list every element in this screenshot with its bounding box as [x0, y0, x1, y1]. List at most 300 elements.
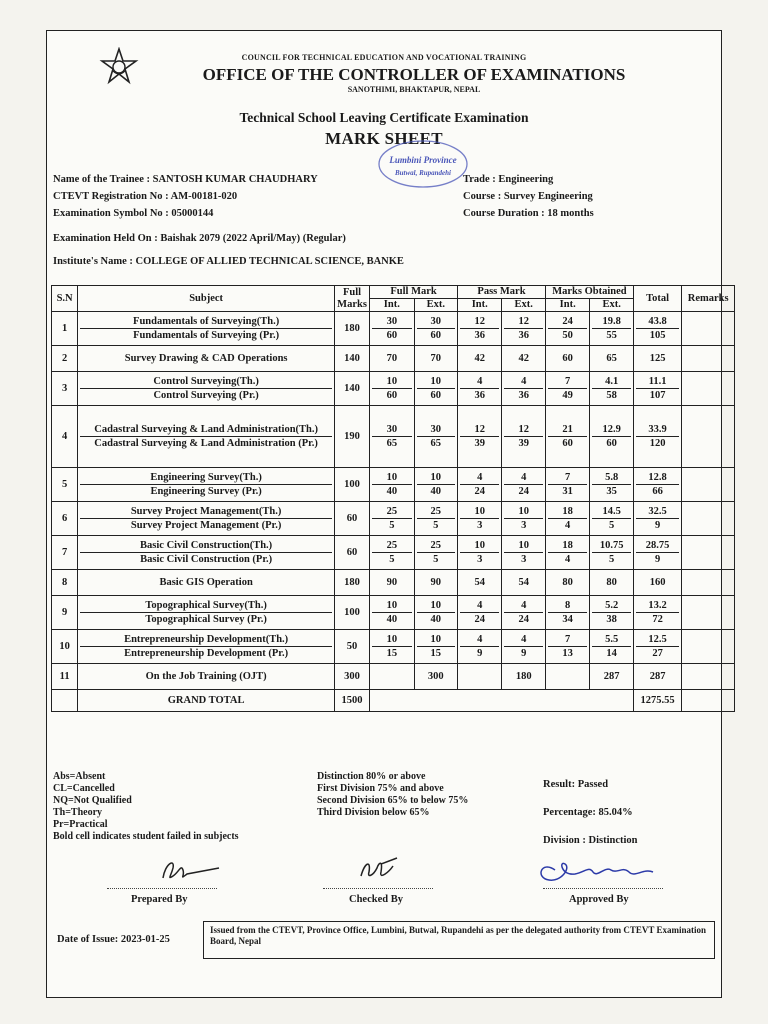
mark-value: 120 — [649, 438, 666, 449]
mark-value: 60 — [386, 390, 398, 401]
ojt-pm-int — [458, 664, 502, 690]
subject-name: Basic Civil Construction (Pr.) — [140, 554, 273, 565]
mark-value: 36 — [518, 330, 529, 341]
mark-value: 25 — [372, 505, 411, 519]
header-ob-ext: Ext. — [590, 299, 633, 312]
subject-name: Survey Drawing & CAD Operations — [124, 353, 288, 364]
issued-note: Issued from the CTEVT, Province Office, Lumbini, Butwal, Rupandehi as per the delegated authority from CTEVT Examination Board, Nepal — [203, 921, 715, 959]
mark-value: 12.9 — [592, 423, 630, 437]
mark-value: 10 — [372, 375, 411, 389]
mark-value: 5 — [609, 554, 615, 565]
row-full-marks: 180 — [334, 570, 369, 596]
cell-fm-ext — [414, 570, 457, 596]
mark-value: 5.2 — [592, 599, 630, 613]
row-sn: 3 — [52, 372, 78, 406]
ojt-ob-int — [545, 664, 589, 690]
mark-value: 66 — [652, 486, 663, 497]
mark-value: 5 — [609, 520, 615, 531]
cell-pm-ext — [502, 468, 545, 502]
sheet-header — [47, 31, 721, 181]
cell-fm-ext — [414, 372, 457, 406]
cell-ob-int — [545, 372, 589, 406]
header-subject: Subject — [78, 286, 335, 312]
row-subject — [78, 536, 335, 570]
mark-value: 4 — [504, 633, 542, 647]
council-name: COUNCIL FOR TECHNICAL EDUCATION AND VOCATIONAL TRAINING — [241, 53, 527, 62]
mark-value: 40 — [386, 614, 398, 625]
mark-value: 125 — [649, 353, 666, 364]
row-remarks — [682, 346, 735, 372]
stamp-line-2: Butwal, Rupandehi — [394, 169, 452, 177]
mark-value: 30 — [417, 423, 455, 437]
mark-value: 10 — [460, 539, 499, 553]
cell-ob-ext — [590, 346, 633, 372]
cell-pm-ext — [502, 372, 545, 406]
mark-value: 38 — [606, 614, 617, 625]
table-row — [52, 596, 735, 630]
cell-total — [633, 468, 682, 502]
subject-name: On the Job Training (OJT) — [145, 671, 267, 682]
cell-fm-int — [370, 312, 414, 346]
cell-pm-ext — [502, 346, 545, 372]
header-pass-mark: Pass Mark — [458, 286, 546, 299]
header-fm-int: Int. — [370, 299, 414, 312]
mark-value: 7 — [548, 471, 587, 485]
header-fm-ext: Ext. — [414, 299, 457, 312]
mark-value: 40 — [430, 614, 442, 625]
mark-value: 18 — [548, 505, 587, 519]
row-remarks — [682, 630, 735, 664]
mark-value: 4 — [460, 599, 499, 613]
mark-value: 24 — [518, 486, 529, 497]
subject-name: Cadastral Surveying & Land Administration(Th.) — [80, 423, 332, 437]
mark-value: 30 — [372, 315, 411, 329]
mark-value: 40 — [386, 486, 398, 497]
cell-pm-int — [458, 372, 502, 406]
cell-pm-ext — [502, 312, 545, 346]
table-row — [52, 468, 735, 502]
row-full-marks: 60 — [334, 536, 369, 570]
cell-fm-ext — [414, 630, 457, 664]
mark-value: 9 — [654, 520, 661, 531]
cell-total — [633, 346, 682, 372]
cell-pm-int — [458, 346, 502, 372]
mark-value: 15 — [386, 648, 398, 659]
mark-value: 60 — [562, 353, 573, 364]
grand-total-full: 1500 — [334, 690, 369, 712]
cell-total — [633, 596, 682, 630]
trade: Trade : Engineering — [463, 174, 554, 185]
row-sn: 11 — [52, 664, 78, 690]
cell-pm-ext — [502, 630, 545, 664]
mark-value: 13.2 — [636, 599, 680, 613]
cell-ob-ext — [590, 630, 633, 664]
mark-value: 40 — [430, 486, 442, 497]
ojt-total: 287 — [633, 664, 682, 690]
cell-ob-int — [545, 570, 589, 596]
mark-value: 49 — [562, 390, 573, 401]
result-status: Result: Passed — [543, 779, 609, 790]
mark-value: 10 — [504, 539, 542, 553]
mark-value: 3 — [477, 554, 483, 565]
mark-value: 70 — [430, 353, 442, 364]
mark-value: 90 — [430, 577, 442, 588]
mark-value: 12.8 — [636, 471, 680, 485]
cell-pm-int — [458, 536, 502, 570]
row-remarks — [682, 372, 735, 406]
mark-value: 80 — [606, 577, 617, 588]
mark-value: 24 — [518, 614, 529, 625]
mark-value: 5.5 — [592, 633, 630, 647]
row-sn: 4 — [52, 406, 78, 468]
mark-value: 10 — [417, 599, 455, 613]
mark-value: 42 — [518, 353, 529, 364]
mark-value: 65 — [430, 438, 442, 449]
prepared-by-label: Prepared By — [131, 894, 188, 905]
mark-value: 36 — [518, 390, 529, 401]
cell-ob-ext — [590, 596, 633, 630]
row-sn: 1 — [52, 312, 78, 346]
mark-value: 24 — [548, 315, 587, 329]
legend-item: Th=Theory — [53, 807, 103, 818]
mark-value: 12.5 — [636, 633, 680, 647]
mark-value: 60 — [430, 390, 442, 401]
mark-value: 8 — [548, 599, 587, 613]
row-subject — [78, 406, 335, 468]
cell-pm-ext — [502, 536, 545, 570]
row-subject — [78, 596, 335, 630]
mark-value: 18 — [548, 539, 587, 553]
cell-fm-ext — [414, 406, 457, 468]
mark-value: 10 — [504, 505, 542, 519]
subject-name: Topographical Survey (Pr.) — [145, 614, 267, 625]
cell-total — [633, 312, 682, 346]
mark-value: 5.8 — [592, 471, 630, 485]
exam-info — [53, 230, 404, 270]
mark-value: 7 — [548, 633, 587, 647]
subject-name: Basic Civil Construction(Th.) — [80, 539, 332, 553]
cell-fm-ext — [414, 468, 457, 502]
row-remarks — [682, 502, 735, 536]
cell-pm-ext — [502, 502, 545, 536]
mark-value: 25 — [417, 505, 455, 519]
abbreviation-legend — [53, 771, 239, 843]
checked-by-label: Checked By — [349, 894, 403, 905]
cell-fm-int — [370, 346, 414, 372]
table-row — [52, 502, 735, 536]
cell-ob-int — [545, 312, 589, 346]
subject-name: Basic GIS Operation — [159, 577, 253, 588]
mark-value: 7 — [548, 375, 587, 389]
cell-total — [633, 630, 682, 664]
cell-fm-int — [370, 596, 414, 630]
row-full-marks: 140 — [334, 372, 369, 406]
row-subject — [78, 346, 335, 372]
legend-item: Bold cell indicates student failed in subjects — [53, 831, 239, 842]
mark-value: 5 — [433, 554, 439, 565]
approved-by-label: Approved By — [569, 894, 629, 905]
course: Course : Survey Engineering — [463, 191, 593, 202]
header-pm-int: Int. — [458, 299, 502, 312]
subject-name: Survey Project Management(Th.) — [80, 505, 332, 519]
header-marks-obtained: Marks Obtained — [545, 286, 633, 299]
header-full-mark: Full Mark — [370, 286, 458, 299]
division-item: Distinction 80% or above — [317, 771, 426, 782]
mark-value: 4 — [565, 520, 571, 531]
legend-item: Abs=Absent — [53, 771, 106, 782]
mark-value: 43.8 — [636, 315, 680, 329]
mark-value: 19.8 — [592, 315, 630, 329]
cell-ob-int — [545, 536, 589, 570]
mark-value: 39 — [474, 438, 485, 449]
mark-value: 14 — [606, 648, 617, 659]
approved-line — [543, 888, 663, 890]
cell-fm-ext — [414, 346, 457, 372]
mark-value: 9 — [477, 648, 483, 659]
issue-date: Date of Issue: 2023-01-25 — [57, 934, 170, 945]
trainee-name: Name of the Trainee : SANTOSH KUMAR CHAUDHARY — [53, 174, 318, 185]
grand-total-blank — [370, 690, 634, 712]
prepared-line — [107, 888, 217, 890]
table-row — [52, 372, 735, 406]
mark-value: 24 — [474, 614, 485, 625]
table-row — [52, 630, 735, 664]
symbol-no: Examination Symbol No : 05000144 — [53, 208, 214, 219]
row-remarks — [682, 664, 735, 690]
header-pm-ext: Ext. — [502, 299, 545, 312]
cell-fm-int — [370, 536, 414, 570]
mark-value: 10 — [417, 633, 455, 647]
exam-held: Examination Held On : Baishak 2079 (2022 April/May) (Regular) — [53, 233, 346, 244]
legend-item: Pr=Practical — [53, 819, 108, 830]
mark-value: 4 — [504, 471, 542, 485]
cell-fm-ext — [414, 536, 457, 570]
header-sn: S.N — [52, 286, 78, 312]
cell-pm-int — [458, 570, 502, 596]
mark-value: 58 — [606, 390, 617, 401]
mark-value: 105 — [649, 330, 666, 341]
cell-ob-ext — [590, 570, 633, 596]
row-subject — [78, 372, 335, 406]
mark-value: 10 — [372, 599, 411, 613]
mark-value: 80 — [562, 577, 573, 588]
division-item: Second Division 65% to below 75% — [317, 795, 469, 806]
mark-value: 107 — [649, 390, 666, 401]
table-row — [52, 312, 735, 346]
office-address: SANOTHIMI, BHAKTAPUR, NEPAL — [347, 85, 481, 94]
cell-total — [633, 372, 682, 406]
mark-value: 4 — [504, 599, 542, 613]
row-subject — [78, 630, 335, 664]
mark-value: 60 — [562, 438, 573, 449]
row-sn: 7 — [52, 536, 78, 570]
row-sn: 8 — [52, 570, 78, 596]
division-item: First Division 75% and above — [317, 783, 444, 794]
mark-value: 10 — [417, 471, 455, 485]
cell-total — [633, 406, 682, 468]
cell-ob-int — [545, 596, 589, 630]
cell-fm-int — [370, 406, 414, 468]
legend-item: CL=Cancelled — [53, 783, 115, 794]
cell-fm-int — [370, 502, 414, 536]
row-sn: 2 — [52, 346, 78, 372]
row-full-marks: 140 — [334, 346, 369, 372]
result-division: Division : Distinction — [543, 835, 638, 846]
division-legend — [317, 771, 468, 819]
cell-fm-ext — [414, 502, 457, 536]
mark-value: 4 — [460, 471, 499, 485]
legend-item: NQ=Not Qualified — [53, 795, 132, 806]
mark-value: 9 — [521, 648, 527, 659]
mark-value: 24 — [474, 486, 485, 497]
trainee-info — [53, 171, 318, 222]
cell-ob-int — [545, 406, 589, 468]
subject-name: Entrepreneurship Development (Pr.) — [124, 648, 289, 659]
division-item: Third Division below 65% — [317, 807, 430, 818]
subject-name: Fundamentals of Surveying(Th.) — [80, 315, 332, 329]
subject-name: Control Surveying(Th.) — [80, 375, 332, 389]
province-stamp — [377, 139, 469, 189]
row-remarks — [682, 312, 735, 346]
cell-fm-ext — [414, 596, 457, 630]
grand-total-sn — [52, 690, 78, 712]
mark-value: 42 — [474, 353, 485, 364]
stamp-line-1: Lumbini Province — [389, 155, 457, 165]
mark-value: 25 — [417, 539, 455, 553]
mark-value: 13 — [562, 648, 573, 659]
row-full-marks: 100 — [334, 468, 369, 502]
cell-total — [633, 502, 682, 536]
row-subject — [78, 468, 335, 502]
cell-ob-ext — [590, 372, 633, 406]
subject-name: Topographical Survey(Th.) — [80, 599, 332, 613]
mark-value: 9 — [654, 554, 661, 565]
grand-total-label: GRAND TOTAL — [78, 690, 335, 712]
mark-value: 25 — [372, 539, 411, 553]
mark-value: 90 — [386, 577, 398, 588]
subject-name: Cadastral Surveying & Land Administration (Pr.) — [94, 438, 318, 449]
subject-name: Fundamentals of Surveying (Pr.) — [133, 330, 280, 341]
cell-fm-int — [370, 570, 414, 596]
cell-pm-int — [458, 312, 502, 346]
mark-value: 54 — [474, 577, 485, 588]
mark-value: 35 — [606, 486, 617, 497]
institute-name: Institute's Name : COLLEGE OF ALLIED TECHNICAL SCIENCE, BANKE — [53, 256, 404, 267]
mark-value: 27 — [652, 648, 663, 659]
mark-sheet-title: MARK SHEET — [325, 129, 443, 148]
cell-pm-int — [458, 596, 502, 630]
mark-value: 160 — [649, 577, 666, 588]
mark-value: 10 — [372, 471, 411, 485]
mark-value: 34 — [562, 614, 573, 625]
row-sn: 10 — [52, 630, 78, 664]
cell-ob-ext — [590, 536, 633, 570]
result-summary — [543, 771, 638, 855]
subject-name: Control Surveying (Pr.) — [153, 390, 259, 401]
ojt-obtained: 287 — [590, 664, 633, 690]
cell-pm-ext — [502, 570, 545, 596]
mark-value: 10 — [372, 633, 411, 647]
cell-pm-ext — [502, 406, 545, 468]
mark-value: 4 — [565, 554, 571, 565]
mark-value: 54 — [518, 577, 529, 588]
mark-value: 65 — [606, 353, 617, 364]
mark-value: 30 — [372, 423, 411, 437]
mark-value: 28.75 — [636, 539, 680, 553]
mark-value: 39 — [518, 438, 529, 449]
mark-value: 55 — [606, 330, 617, 341]
mark-value: 3 — [521, 554, 527, 565]
checked-signature — [337, 854, 447, 884]
cell-ob-ext — [590, 406, 633, 468]
ojt-pass-mark: 180 — [502, 664, 545, 690]
mark-value: 4.1 — [592, 375, 630, 389]
table-row — [52, 536, 735, 570]
mark-value: 30 — [417, 315, 455, 329]
cell-ob-ext — [590, 312, 633, 346]
mark-value: 60 — [386, 330, 398, 341]
registration-no: CTEVT Registration No : AM-00181-020 — [53, 191, 238, 202]
header-ob-int: Int. — [545, 299, 589, 312]
course-info — [463, 171, 594, 222]
row-full-marks: 180 — [334, 312, 369, 346]
mark-value: 11.1 — [636, 375, 680, 389]
mark-value: 4 — [504, 375, 542, 389]
mark-value: 12 — [504, 315, 542, 329]
mark-sheet — [46, 30, 729, 998]
table-row — [52, 570, 735, 596]
cell-pm-int — [458, 406, 502, 468]
table-row — [52, 406, 735, 468]
subject-name: Engineering Survey (Pr.) — [150, 486, 262, 497]
approved-signature — [531, 854, 667, 884]
grand-total-value: 1275.55 — [633, 690, 682, 712]
mark-value: 21 — [548, 423, 587, 437]
checked-line — [323, 888, 433, 890]
prepared-signature — [123, 854, 233, 884]
grand-total-remarks — [682, 690, 735, 712]
mark-value: 12 — [504, 423, 542, 437]
subject-name: Entrepreneurship Development(Th.) — [80, 633, 332, 647]
mark-value: 10.75 — [592, 539, 630, 553]
row-remarks — [682, 536, 735, 570]
mark-value: 32.5 — [636, 505, 680, 519]
cell-fm-int — [370, 468, 414, 502]
cell-pm-int — [458, 630, 502, 664]
mark-value: 3 — [477, 520, 483, 531]
header-remarks: Remarks — [682, 286, 735, 312]
mark-value: 60 — [430, 330, 442, 341]
marks-table — [51, 285, 735, 712]
row-sn: 6 — [52, 502, 78, 536]
header-total: Total — [633, 286, 682, 312]
mark-value: 12 — [460, 315, 499, 329]
subject-name: Survey Project Management (Pr.) — [130, 520, 282, 531]
mark-value: 3 — [521, 520, 527, 531]
cell-ob-int — [545, 468, 589, 502]
mark-value: 72 — [652, 614, 663, 625]
office-title: OFFICE OF THE CONTROLLER OF EXAMINATIONS — [202, 65, 626, 84]
mark-value: 50 — [562, 330, 573, 341]
result-percentage: Percentage: 85.04% — [543, 807, 633, 818]
cell-pm-int — [458, 468, 502, 502]
mark-value: 5 — [389, 554, 395, 565]
table-row — [52, 346, 735, 372]
subject-name: Engineering Survey(Th.) — [80, 471, 332, 485]
mark-value: 33.9 — [636, 423, 680, 437]
ojt-fm-int — [370, 664, 414, 690]
mark-value: 5 — [389, 520, 395, 531]
